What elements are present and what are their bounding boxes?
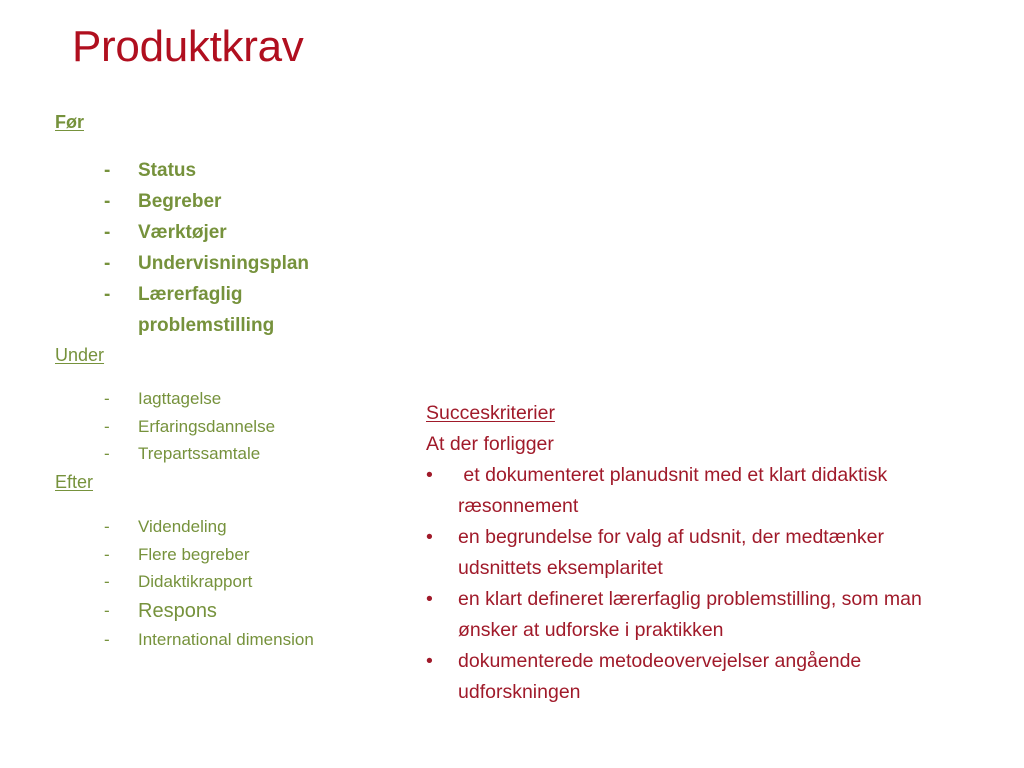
list-item: - Didaktikrapport [104, 568, 314, 596]
list-item: - Respons [104, 596, 314, 626]
section-heading-during: Under [55, 345, 105, 365]
list-item: • en klart defineret lærerfaglig problemstilling, som man ønsker at udforske i praktikken [426, 584, 958, 646]
list-item: • et dokumenteret planudsnit med et klart didaktisk ræsonnement [426, 460, 958, 522]
list-item: • en begrundelse for valg af udsnit, der medtænker udsnittets eksemplaritet [426, 522, 958, 584]
criteria-heading: Succeskriterier [426, 402, 555, 424]
after-list [104, 513, 314, 653]
list-item: - Begreber [104, 186, 338, 217]
section-heading-before: Før [55, 112, 84, 132]
list-item: - Status [104, 155, 338, 186]
list-item: • dokumenterede metodeovervejelser angående udforskningen [426, 646, 958, 708]
list-item: - Lærerfaglig problemstilling [104, 279, 338, 341]
section-heading-after: Efter [55, 472, 94, 492]
list-item: - Iagttagelse [104, 385, 275, 413]
slide-title: Produktkrav [72, 22, 304, 71]
criteria-block [426, 398, 986, 708]
list-item: - Undervisningsplan [104, 248, 338, 279]
criteria-intro: At der forligger [426, 433, 554, 455]
list-item: - Erfaringsdannelse [104, 413, 275, 441]
during-list [104, 385, 275, 468]
criteria-list [426, 460, 986, 708]
before-list [104, 155, 338, 341]
list-item: - Flere begreber [104, 541, 314, 569]
list-item: - Trepartssamtale [104, 440, 275, 468]
list-item: - Værktøjer [104, 217, 338, 248]
list-item: - International dimension [104, 626, 314, 654]
list-item: - Videndeling [104, 513, 314, 541]
